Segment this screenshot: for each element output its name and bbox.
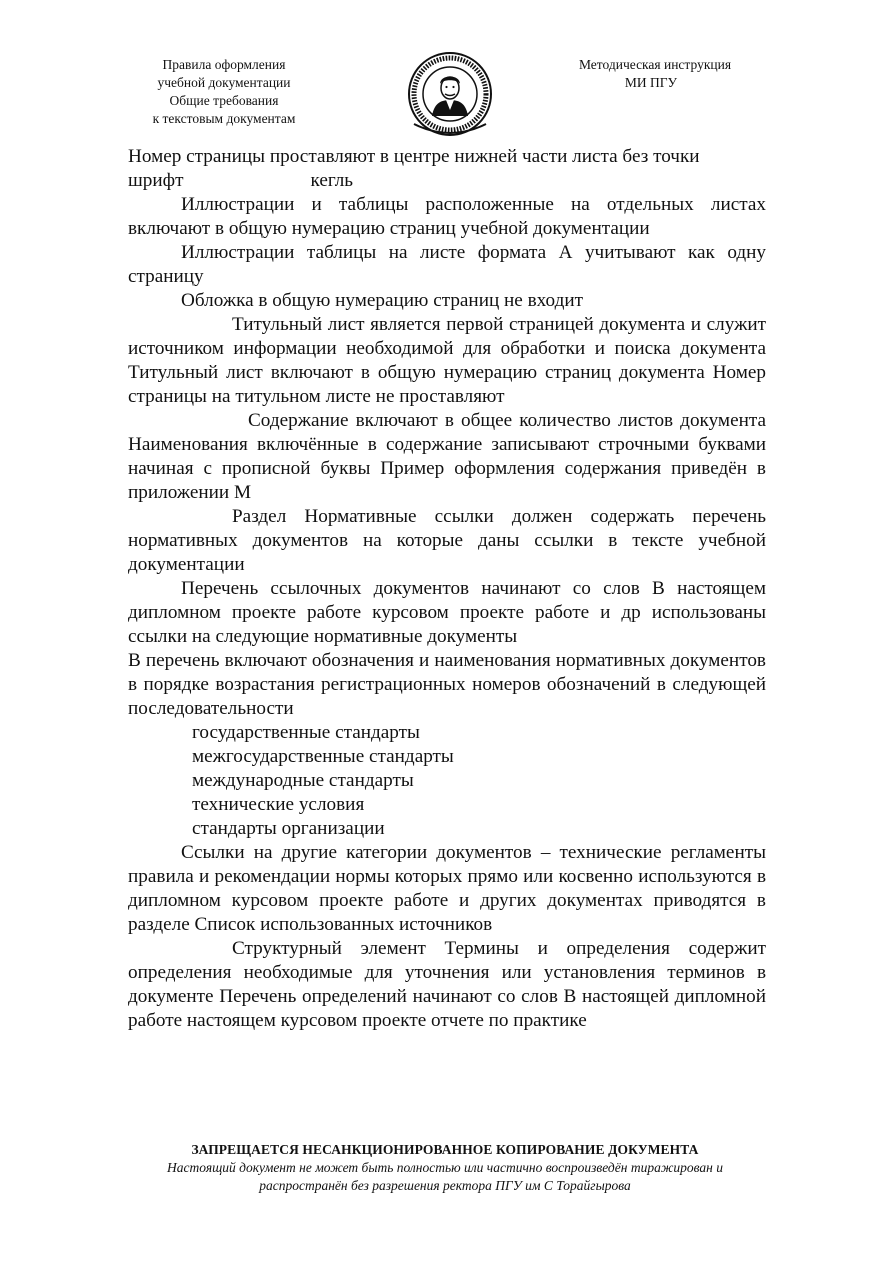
header-left-line-3: Общие требования [169,93,279,108]
copy-warning: ЗАПРЕЩАЕТСЯ НЕСАНКЦИОНИРОВАННОЕ КОПИРОВАНИЕ ДОКУМЕНТА [191,1142,699,1157]
paragraph-contents: Содержание включают в общее количество листов документа Наименования включённые в содержание записывают строчными буквами начиная с прописной буквы Пример оформления содержания приведён в приложении М [128,410,766,503]
list-item: государственные стандарты [192,722,420,743]
header-left [128,56,320,128]
paragraph-cover: Обложка в общую нумерацию страниц не входит [181,290,583,311]
list-item: стандарты организации [192,818,385,839]
header-right-line-1: Методическая инструкция [578,57,732,72]
header-left-line-2: учебной документации [157,75,291,90]
paragraph-normative-references: Раздел Нормативные ссылки должен содержать перечень нормативных документов на которые даны ссылки в тексте учебной документации [128,506,766,575]
list-item: технические условия [192,794,365,815]
university-emblem-icon [402,50,498,138]
paragraph-title-page: Титульный лист является первой страницей документа и служит источником информации необходимой для обработки и поиска документа Титульный лист включают в общую нумерацию страниц документа Номер страницы на титульном листе не проставляют [128,314,766,407]
header-right [560,56,750,92]
paragraph-page-number: Номер страницы проставляют в центре нижней части листа без точки [128,146,700,167]
header-left-line-4: к текстовым документам [152,111,296,126]
footer-note-line-2: распространён без разрешения ректора ПГУ им С Торайгырова [259,1178,631,1193]
document-body [128,145,766,1033]
footer-note-line-1: Настоящий документ не может быть полностью или частично воспроизведён тиражирован и [167,1160,723,1175]
paragraph-font [128,169,766,193]
list-item: межгосударственные стандарты [192,746,454,767]
paragraph-illustrations: Иллюстрации и таблицы расположенные на отдельных листах включают в общую нумерацию страниц учебной документации [128,194,766,239]
list-item: международные стандарты [192,770,414,791]
header-right-line-2: МИ ПГУ [624,75,678,90]
paragraph-a3-format: Иллюстрации таблицы на листе формата А учитывают как одну страницу [128,242,766,287]
paragraph-list-order: В перечень включают обозначения и наименования нормативных документов в порядке возрастания регистрационных номеров обозначений в следующей последовательности [128,650,766,719]
font-label: шрифт [128,170,184,191]
header-left-line-1: Правила оформления [162,57,286,72]
paragraph-other-references: Ссылки на другие категории документов – технические регламенты правила и рекомендации нормы которых прямо или косвенно используются в дипломном курсовом проекте работе и других документах приводятся в разделе Список использованных источников [128,842,766,935]
size-label: кегль [310,170,354,191]
paragraph-terms-definitions: Структурный элемент Термины и определения содержит определения необходимые для уточнения или установления терминов в документе Перечень определений начинают со слов В настоящей дипломной работе настоящем курсовом проекте отчете по практике [128,938,766,1031]
footer [100,1141,790,1195]
paragraph-reference-list: Перечень ссылочных документов начинают со слов В настоящем дипломном проекте работе курсовом проекте работе и др использованы ссылки на следующие нормативные документы [128,578,766,647]
